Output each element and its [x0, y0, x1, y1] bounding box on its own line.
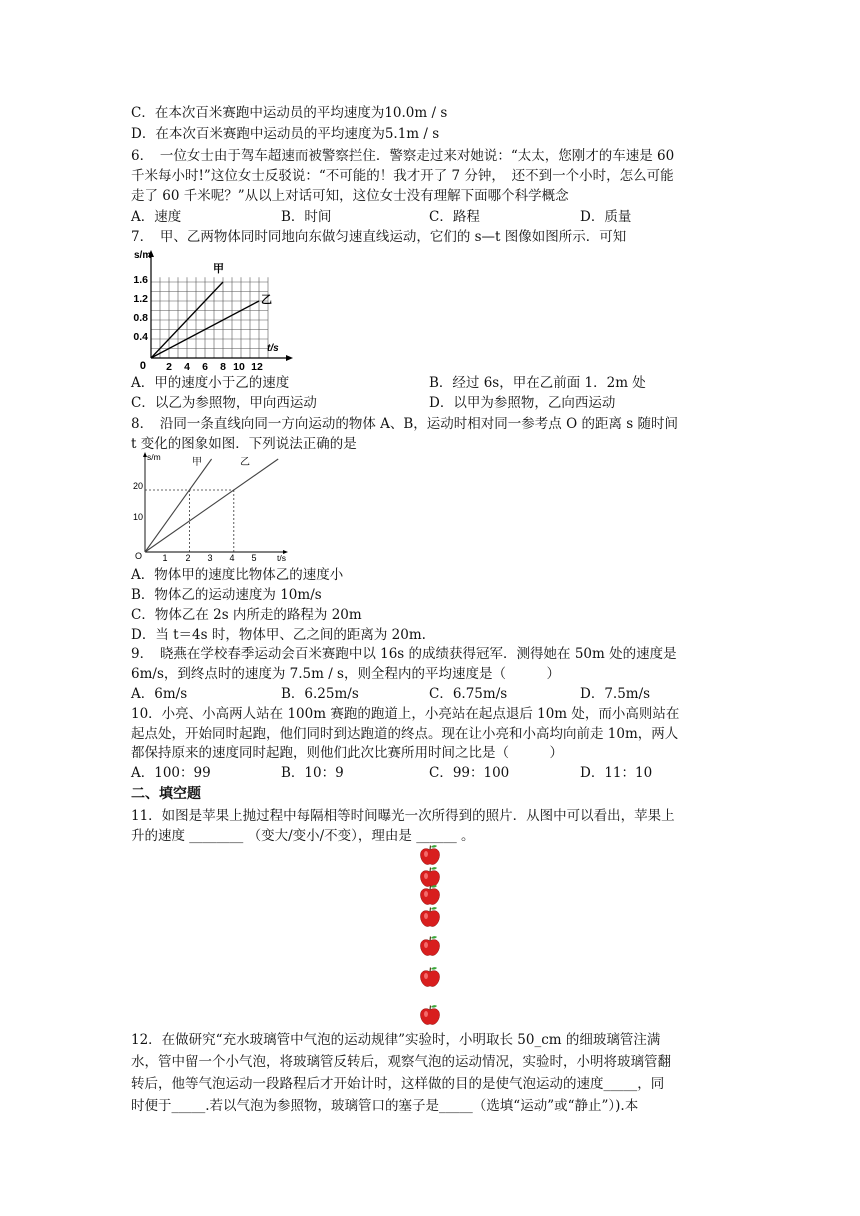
- q10-stem-line2: 起点处，开始同时起跑，他们同时到达跑道的终点。现在让小亮和小高均向前走 10m，两人: [131, 726, 679, 742]
- q11-stem-line2: 升的速度 ________ （变大/变小/不变），理由是 ______ 。: [131, 828, 475, 844]
- q6-option-d: D．质量: [580, 209, 632, 225]
- q7-xtick: 10: [233, 361, 245, 370]
- q8-xtick: 2: [185, 553, 191, 563]
- q12-stem-line4: 时便于_____.若以气泡为参照物，玻璃管口的塞子是_____（选填“运动”或“静止”）).本: [131, 1098, 639, 1114]
- q10-option-b: B．10：9: [281, 765, 344, 781]
- q7-ytick: 0.8: [133, 312, 148, 324]
- q7-option-d: D．以甲为参照物，乙向西运动: [429, 395, 616, 411]
- q9-stem-line1: 9． 晓燕在学校春季运动会百米赛跑中以 16s 的成绩获得冠军．测得她在 50m 处的速度是: [131, 646, 677, 662]
- q8-ytick: 10: [132, 512, 143, 522]
- q9-option-c: C．6.75m/s: [429, 686, 508, 702]
- q8-x-label: t/s: [277, 553, 286, 563]
- q6-option-c: C．路程: [429, 209, 480, 225]
- q6-stem-line2: 千米每小时!”这位女士反驳说：“不可能的！我才开了 7 分钟， 还不到一个小时，怎么可能: [131, 168, 674, 184]
- q8-xtick: 5: [251, 553, 257, 563]
- q7-ytick: 0.4: [133, 331, 148, 343]
- q8-option-d: D．当 t＝4s 时，物体甲、乙之间的距离为 20m.: [131, 627, 426, 643]
- q8-y-label: s/m: [147, 452, 161, 462]
- q7-xtick: 4: [184, 361, 190, 370]
- apple-icon: [418, 966, 442, 988]
- apple-icon: [418, 1004, 442, 1026]
- q7-ytick: 1.2: [133, 293, 148, 305]
- q6-stem-line1: 6． 一位女士由于驾车超速而被警察拦住．警察走过来对她说：“太太，您刚才的车速是 60: [131, 148, 675, 164]
- q7-option-c: C．以乙为参照物，甲向西运动: [131, 395, 317, 411]
- q6-option-b: B．时间: [281, 209, 332, 225]
- q8-series-label-yi: 乙: [240, 457, 250, 468]
- q12-stem-line1: 12．在做研究“充水玻璃管中气泡的运动规律”实验时，小明取长 50_cm 的细玻璃管注满: [131, 1032, 661, 1048]
- apple-icon: [418, 906, 442, 928]
- q10-option-a: A．100：99: [131, 765, 211, 781]
- q10-option-c: C．99：100: [429, 765, 510, 781]
- q9-option-b: B．6.25m/s: [281, 686, 359, 702]
- q8-line-jia: [145, 459, 212, 552]
- q7-y-label: s/m: [134, 250, 152, 261]
- q7-option-a: A．甲的速度小于乙的速度: [131, 375, 290, 391]
- apple-icon: [418, 844, 442, 866]
- section-heading-fill-in: 二、填空题: [131, 786, 201, 802]
- q7-series-label-jia: 甲: [213, 263, 224, 275]
- q7-series-label-yi: 乙: [261, 294, 272, 306]
- q12-stem-line2: 水，管中留一个小气泡，将玻璃管反转后，观察气泡的运动情况，实验时，小明将玻璃管翻: [131, 1054, 671, 1070]
- q8-st-graph: [131, 451, 291, 563]
- q9-option-d: D．7.5m/s: [580, 686, 651, 702]
- q8-xtick: 4: [229, 553, 235, 563]
- q7-ytick: 1.6: [133, 274, 148, 286]
- q9-option-a: A．6m/s: [131, 686, 188, 702]
- q6-option-a: A．速度: [131, 209, 182, 225]
- q7-x-arrow: [286, 355, 293, 361]
- q7-origin: 0: [139, 360, 146, 370]
- q8-xtick: 3: [207, 553, 213, 563]
- q7-xtick: 12: [251, 361, 263, 370]
- q7-x-label: t/s: [267, 343, 279, 354]
- q7-st-graph: [129, 248, 299, 370]
- q7-xtick: 6: [202, 361, 208, 370]
- q10-option-d: D．11：10: [580, 765, 653, 781]
- q12-stem-line3: 转后，他等气泡运动一段路程后才开始计时，这样做的目的是使气泡运动的速度_____，同: [131, 1076, 665, 1092]
- q5-option-d: D．在本次百米赛跑中运动员的平均速度为5.1m / s: [131, 126, 440, 142]
- q7-stem: 7． 甲、乙两物体同时同地向东做匀速直线运动，它们的 s—t 图像如图所示．可知: [131, 229, 627, 245]
- q10-stem-line3: 都保持原来的速度同时起跑，则他们此次比赛所用时间之比是（ ）: [131, 745, 563, 761]
- q8-line-yi: [145, 459, 278, 552]
- q8-stem-line2: t 变化的图象如图．下列说法正确的是: [131, 436, 357, 452]
- q8-series-label-jia: 甲: [192, 457, 202, 468]
- q7-xtick: 8: [220, 361, 226, 370]
- q5-option-c: C．在本次百米赛跑中运动员的平均速度为10.0m / s: [131, 105, 448, 121]
- apple-icon: [418, 935, 442, 957]
- q11-stem-line1: 11．如图是苹果上抛过程中每隔相等时间曝光一次所得到的照片．从图中可以看出，苹果上: [131, 808, 675, 824]
- q9-stem-line2: 6m/s，到终点时的速度为 7.5m / s，则全程内的平均速度是（ ）: [131, 666, 560, 682]
- q6-stem-line3: 走了 60 千米呢？”从以上对话可知，这位女士没有理解下面哪个科学概念: [131, 188, 569, 204]
- q10-stem-line1: 10．小亮、小高两人站在 100m 赛跑的跑道上，小亮站在起点退后 10m 处，而小高则站在: [131, 706, 680, 722]
- q8-option-b: B．物体乙的运动速度为 10m/s: [131, 587, 322, 603]
- q8-ytick: 20: [132, 481, 143, 491]
- q8-xtick: 1: [162, 553, 168, 563]
- q7-xtick: 2: [166, 361, 172, 370]
- q8-stem-line1: 8． 沿同一条直线向同一方向运动的物体 A、B，运动时相对同一参考点 O 的距离 s 随时间: [131, 416, 678, 432]
- q8-option-a: A．物体甲的速度比物体乙的速度小: [131, 567, 344, 583]
- q8-option-c: C．物体乙在 2s 内所走的路程为 20m: [131, 607, 362, 623]
- q7-option-b: B．经过 6s，甲在乙前面 1．2m 处: [429, 375, 646, 391]
- q8-origin: O: [134, 551, 142, 561]
- apple-icon: [418, 884, 442, 906]
